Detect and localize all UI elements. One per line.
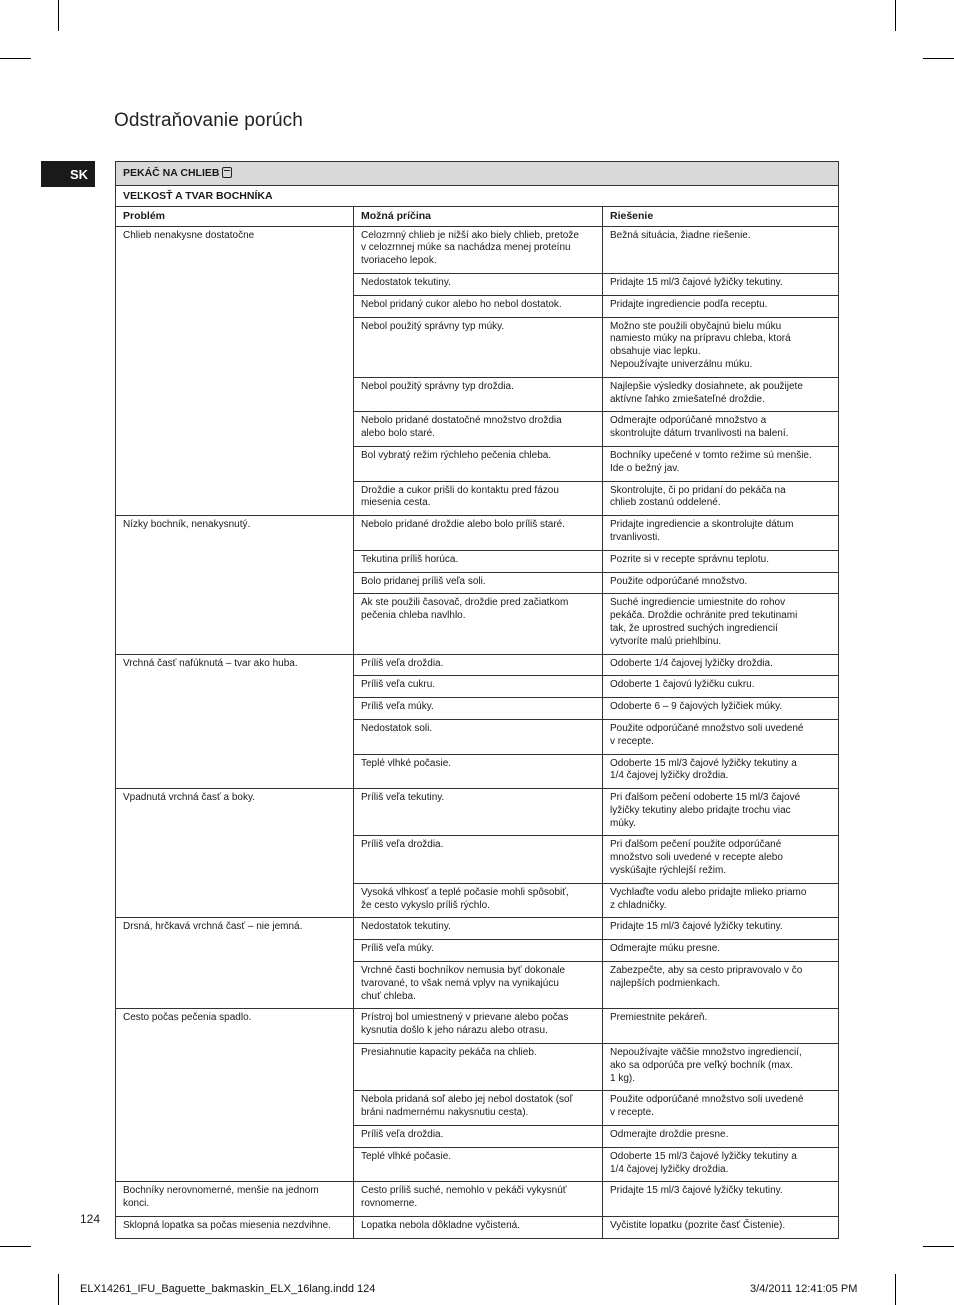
solution-cell: Pridajte ingrediencie podľa receptu.: [603, 295, 839, 317]
crop-mark: [0, 1246, 31, 1247]
page-number: 124: [80, 1212, 101, 1226]
solution-cell: Odmerajte odporúčané množstvo a skontrolujte dátum trvanlivosti na balení.: [603, 412, 839, 447]
table-row: [116, 654, 839, 676]
solution-cell: Odoberte 1 čajovú lyžičku cukru.: [603, 676, 839, 698]
table-row: [116, 1182, 839, 1217]
cause-cell: Nedostatok tekutiny.: [354, 918, 603, 940]
problem-cell: Vrchná časť nafúknutá – tvar ako huba.: [116, 654, 354, 789]
crop-mark: [923, 58, 954, 59]
solution-cell: Najlepšie výsledky dosiahnete, ak použijete aktívne ľahko zmiešateľné droždie.: [603, 377, 839, 412]
cause-cell: Bol vybratý režim rýchleho pečenia chleba.: [354, 446, 603, 481]
solution-cell: Možno ste použili obyčajnú bielu múku namiesto múky na prípravu chleba, ktorá obsahuje viac lepku. Nepoužívajte univerzálnu múku.: [603, 317, 839, 377]
cause-cell: Nebol použitý správny typ múky.: [354, 317, 603, 377]
solution-cell: Pridajte 15 ml/3 čajové lyžičky tekutiny.: [603, 918, 839, 940]
cause-cell: Celozrnný chlieb je nižší ako biely chlieb, pretože v celozrnnej múke sa nachádza menej proteínu tvoriaceho lepok.: [354, 226, 603, 273]
cause-cell: Teplé vlhké počasie.: [354, 1147, 603, 1182]
solution-cell: Pri ďalšom pečení odoberte 15 ml/3 čajové lyžičky tekutiny alebo pridajte trochu viac múky.: [603, 789, 839, 836]
column-header-cause: Možná príčina: [354, 206, 603, 226]
problem-cell: Drsná, hrčkavá vrchná časť – nie jemná.: [116, 918, 354, 1009]
cause-cell: Nebol použitý správny typ droždia.: [354, 377, 603, 412]
cause-cell: Vysoká vlhkosť a teplé počasie mohli spôsobiť, že cesto vykyslo príliš rýchlo.: [354, 883, 603, 918]
solution-cell: Pozrite si v recepte správnu teplotu.: [603, 550, 839, 572]
subsection-title: VEĽKOSŤ A TVAR BOCHNÍKA: [116, 186, 839, 207]
table-row: [116, 918, 839, 940]
solution-cell: Bochníky upečené v tomto režime sú menšie. Ide o bežný jav.: [603, 446, 839, 481]
cause-cell: Príliš veľa múky.: [354, 940, 603, 962]
crop-mark: [923, 1246, 954, 1247]
cause-cell: Vrchné časti bochníkov nemusia byť dokonale tvarované, to však nemá vplyv na vynikajúcu chuť chleba.: [354, 962, 603, 1009]
problem-cell: Vpadnutá vrchná časť a boky.: [116, 789, 354, 918]
column-header-row: [116, 206, 839, 226]
subsection-header-row: [116, 186, 839, 207]
cause-cell: Prístroj bol umiestnený v prievane alebo počas kysnutia došlo k jeho nárazu alebo otrasu.: [354, 1009, 603, 1044]
cause-cell: Príliš veľa droždia.: [354, 654, 603, 676]
solution-cell: Pridajte 15 ml/3 čajové lyžičky tekutiny.: [603, 1182, 839, 1217]
page-title: Odstraňovanie porúch: [114, 110, 303, 131]
table-row: [116, 516, 839, 551]
crop-mark: [895, 1274, 896, 1305]
problem-cell: Bochníky nerovnomerné, menšie na jednom konci.: [116, 1182, 354, 1217]
crop-mark: [58, 0, 59, 31]
section-header-row: [116, 162, 839, 186]
section-title: PEKÁČ NA CHLIEB: [123, 167, 220, 179]
solution-cell: Pri ďalšom pečení použite odporúčané množstvo soli uvedené v recepte alebo vyskúšajte rýchlejší režim.: [603, 836, 839, 883]
solution-cell: Nepoužívajte väčšie množstvo ingrediencií, ako sa odporúča pre veľký bochník (max. 1 kg).: [603, 1044, 839, 1091]
footer-timestamp: 3/4/2011 12:41:05 PM: [750, 1283, 858, 1295]
troubleshooting-table: [115, 161, 839, 1239]
solution-cell: Pridajte 15 ml/3 čajové lyžičky tekutiny.: [603, 273, 839, 295]
table-row: [116, 226, 839, 273]
solution-cell: Pridajte ingrediencie a skontrolujte dátum trvanlivosti.: [603, 516, 839, 551]
cause-cell: Nebol pridaný cukor alebo ho nebol dostatok.: [354, 295, 603, 317]
solution-cell: Zabezpečte, aby sa cesto pripravovalo v čo najlepších podmienkach.: [603, 962, 839, 1009]
cause-cell: Teplé vlhké počasie.: [354, 754, 603, 789]
cause-cell: Príliš veľa cukru.: [354, 676, 603, 698]
cause-cell: Ak ste použili časovač, droždie pred začiatkom pečenia chleba navlhlo.: [354, 594, 603, 654]
table-row: [116, 789, 839, 836]
cause-cell: Bolo pridanej príliš veľa soli.: [354, 572, 603, 594]
cause-cell: Príliš veľa tekutiny.: [354, 789, 603, 836]
problem-cell: Nízky bochník, nenakysnutý.: [116, 516, 354, 654]
solution-cell: Použite odporúčané množstvo soli uvedené v recepte.: [603, 1091, 839, 1126]
cause-cell: Príliš veľa droždia.: [354, 1126, 603, 1148]
solution-cell: Suché ingrediencie umiestnite do rohov pekáča. Droždie ochránite pred tekutinami tak, že uprostred suchých ingrediencií vytvoríte malú priehlbinu.: [603, 594, 839, 654]
solution-cell: Použite odporúčané množstvo soli uvedené v recepte.: [603, 719, 839, 754]
table-row: [116, 1009, 839, 1044]
cause-cell: Príliš veľa droždia.: [354, 836, 603, 883]
solution-cell: Bežná situácia, žiadne riešenie.: [603, 226, 839, 273]
crop-mark: [0, 58, 31, 59]
language-tab: SK: [41, 161, 95, 187]
solution-cell: Odoberte 6 – 9 čajových lyžičiek múky.: [603, 698, 839, 720]
cause-cell: Nebolo pridané droždie alebo bolo príliš staré.: [354, 516, 603, 551]
cause-cell: Nedostatok tekutiny.: [354, 273, 603, 295]
cause-cell: Lopatka nebola dôkladne vyčistená.: [354, 1217, 603, 1239]
solution-cell: Odoberte 15 ml/3 čajové lyžičky tekutiny a 1/4 čajovej lyžičky droždia.: [603, 1147, 839, 1182]
column-header-solution: Riešenie: [603, 206, 839, 226]
solution-cell: Premiestnite pekáreň.: [603, 1009, 839, 1044]
section-header: [116, 162, 839, 186]
solution-cell: Vychlaďte vodu alebo pridajte mlieko priamo z chladničky.: [603, 883, 839, 918]
cause-cell: Nebola pridaná soľ alebo jej nebol dostatok (soľ bráni nadmernému nakysnutiu cesta).: [354, 1091, 603, 1126]
cause-cell: Droždie a cukor prišli do kontaktu pred fázou miesenia cesta.: [354, 481, 603, 516]
solution-cell: Skontrolujte, či po pridaní do pekáča na chlieb zostanú oddelené.: [603, 481, 839, 516]
solution-cell: Odmerajte múku presne.: [603, 940, 839, 962]
cause-cell: Príliš veľa múky.: [354, 698, 603, 720]
solution-cell: Odoberte 15 ml/3 čajové lyžičky tekutiny a 1/4 čajovej lyžičky droždia.: [603, 754, 839, 789]
cause-cell: Tekutina príliš horúca.: [354, 550, 603, 572]
table-row: [116, 1217, 839, 1239]
column-header-problem: Problém: [116, 206, 354, 226]
cause-cell: Nedostatok soli.: [354, 719, 603, 754]
cause-cell: Cesto príliš suché, nemohlo v pekáči vykysnúť rovnomerne.: [354, 1182, 603, 1217]
problem-cell: Sklopná lopatka sa počas miesenia nezdvihne.: [116, 1217, 354, 1239]
solution-cell: Vyčistite lopatku (pozrite časť Čistenie).: [603, 1217, 839, 1239]
cause-cell: Presiahnutie kapacity pekáča na chlieb.: [354, 1044, 603, 1091]
footer-file-info: ELX14261_IFU_Baguette_bakmaskin_ELX_16lang.indd 124: [80, 1283, 376, 1295]
problem-cell: Cesto počas pečenia spadlo.: [116, 1009, 354, 1182]
solution-cell: Odoberte 1/4 čajovej lyžičky droždia.: [603, 654, 839, 676]
solution-cell: Použite odporúčané množstvo.: [603, 572, 839, 594]
crop-mark: [58, 1274, 59, 1305]
crop-mark: [895, 0, 896, 31]
solution-cell: Odmerajte droždie presne.: [603, 1126, 839, 1148]
bread-maker-icon: [222, 167, 232, 178]
problem-cell: Chlieb nenakysne dostatočne: [116, 226, 354, 516]
cause-cell: Nebolo pridané dostatočné množstvo droždia alebo bolo staré.: [354, 412, 603, 447]
